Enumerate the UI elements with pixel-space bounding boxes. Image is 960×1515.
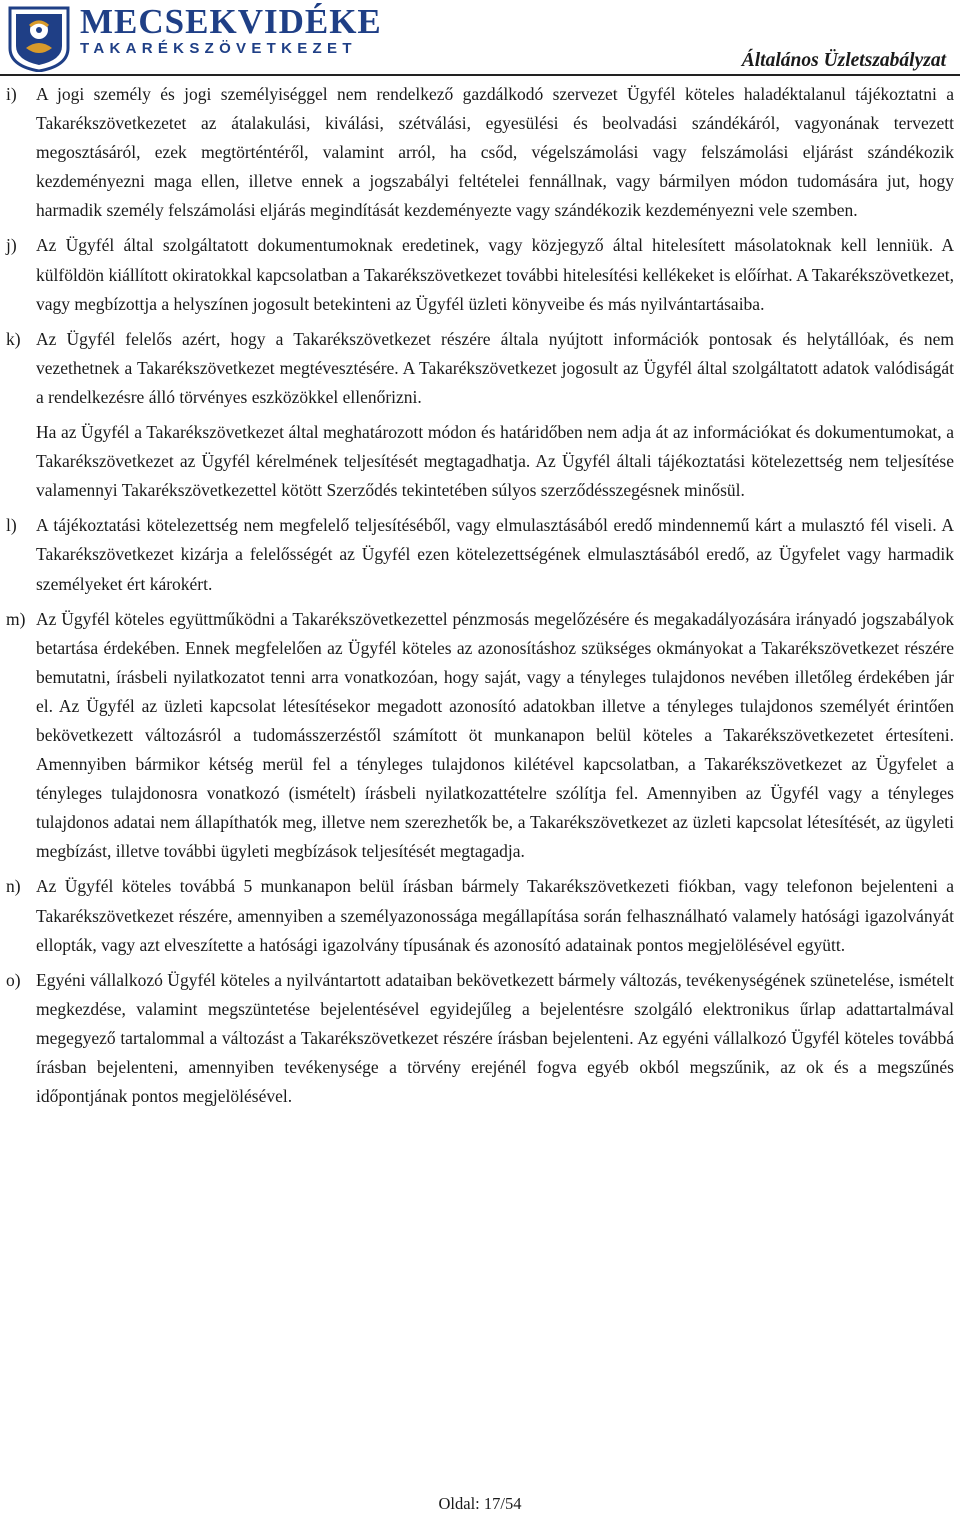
list-item: [0, 80, 960, 225]
document-title: Általános Üzletszabályzat: [741, 50, 946, 71]
item-text: A jogi személy és jogi személyiséggel nem rendelkező gazdálkodó szervezet Ügyfél köteles haladéktalanul tájékoztatni a Takarékszövetkezetet az átalakulási, kiválási, szétválási, egyesülési és beolvadási szándékáról, vagyonának tervezett megosztásáról, ezek megtörténtéről, valamint arról, ha csőd, végelszámolási vagy felszámolási eljárást szándékozik kezdeményezni maga ellen, illetve ennek a jogszabályi feltételei fennállnak, vagy bármilyen módon tudomására jut, hogy harmadik személy felszámolási eljárás megindítását kezdeményezte vagy szándékozik kezdeményezni vele szemben.: [36, 84, 954, 221]
list-item: [0, 872, 960, 959]
item-k-continuation: Ha az Ügyfél a Takarékszövetkezet által meghatározott módon és határidőben nem adja át az információkat és dokumentumokat, a Takarékszövetkezet az Ügyfél kérelmének teljesítését megtagadhatja. Az Ügyfél általi tájékoztatási kötelezettség nem teljesítése valamennyi Takarékszövetkezettel kötött Szerződés tekintetében súlyos szerződésszegésnek minősül.: [36, 422, 954, 501]
item-text: Egyéni vállalkozó Ügyfél köteles a nyilvántartott adataiban bekövetkezett bármely változás, tevékenységének szünetelése, ismételt megkezdése, valamint megszüntetése bejelentésével egyidejűleg a bejelentésre szolgáló elektronikus űrlap adattartalmával megegyező tartalommal a változást a Takarékszövetkezet részére írásban bejelenteni. Az egyéni vállalkozó Ügyfél köteles továbbá írásban bejelenteni, amennyiben tevékenysége a törvény erejénél fogva egyéb okból megszűnik, az ok és a megszűnés időpontjának pontos megjelölésével.: [36, 969, 954, 1107]
item-label: m): [6, 608, 26, 629]
item-label: j): [6, 235, 17, 256]
document-body: [0, 80, 960, 1111]
list-item: [0, 605, 960, 867]
list-item: [0, 966, 960, 1111]
list-item: [0, 231, 960, 318]
list-item: [0, 325, 960, 412]
item-label: l): [6, 515, 17, 536]
item-text: Az Ügyfél felelős azért, hogy a Takarékszövetkezet részére általa nyújtott információk pontosak és helytállóak, és nem vezethetnek a Takarékszövetkezet megtévesztésére. A Takarékszövetkezet jogosult az Ügyfél által szolgáltatott adatok valódiságát a rendelkezésre álló törvényes eszközökkel ellenőrizni.: [36, 328, 954, 407]
item-label: k): [6, 328, 21, 349]
item-label: o): [6, 969, 21, 990]
list-item: [0, 511, 960, 598]
item-label: n): [6, 876, 21, 897]
brand-name: MECSEKVIDÉKE: [80, 2, 382, 41]
page-number: Oldal: 17/54: [438, 1494, 522, 1513]
header-rule: [0, 74, 960, 76]
item-text: A tájékoztatási kötelezettség nem megfelelő teljesítéséből, vagy elmulasztásából eredő mindennemű kárt a mulasztó fél viseli. A Takarékszövetkezet kizárja a felelősségét az Ügyfél ezen kötelezettségének elmulasztásából eredő, az Ügyfelet vagy harmadik személyeket ért károkért.: [36, 515, 954, 594]
brand-subtitle: TAKARÉKSZÖVETKEZET: [80, 40, 357, 57]
item-text: Az Ügyfél köteles együttműködni a Takarékszövetkezettel pénzmosás megelőzésére és megakadályozására irányadó jogszabályok betartása érdekében. Ennek megfelelően az Ügyfél köteles az azonosításhoz szükséges okmányokat a Takarékszövetkezet részére bemutatni, írásbeli nyilatkozatot tenni arra vonatkozóan, hogy saját, vagy a tényleges tulajdonos nevében illetőleg érdekében jár el. Az Ügyfél az üzleti kapcsolat létesítésekor megadott azonosító adatokban illetve a tényleges tulajdonos személyét érintően bekövetkezett változásról a tudomásszerzéstől számított öt munkanapon belül köteles a Takarékszövetkezetet értesíteni. Amennyiben bármikor kétség merül fel a tényleges tulajdonos kilétével kapcsolatban, a Takarékszövetkezet az Ügyfelet a tényleges tulajdonosra vonatkozó (ismételt) írásbeli nyilatkozattételre szólítja fel. Amennyiben az Ügyfél vagy a tényleges tulajdonos adatai nem állapíthatók meg, illetve nem szerezhetők be, a Takarékszövetkezet az üzleti kapcsolat létesítését, az ügyleti megbízást, illetve további ügyleti megbízások teljesítését megtagadja.: [36, 608, 954, 862]
item-text: Az Ügyfél által szolgáltatott dokumentumoknak eredetinek, vagy közjegyző által hitelesített másolatoknak kell lenniük. A külföldön kiállított okiratokkal kapcsolatban a Takarékszövetkezet további hitelesítési kellékeket is előírhat. A Takarékszövetkezet, vagy megbízottja a helyszínen jogosult betekinteni az Ügyfél üzleti könyveibe és más nyilvántartásaiba.: [36, 235, 954, 314]
item-text: Az Ügyfél köteles továbbá 5 munkanapon belül írásban bármely Takarékszövetkezeti fiókban, vagy telefonon bejelenteni a Takarékszövetkezet részére, amennyiben a személyazonossága megállapítása során felhasználható valamely hatósági igazolványát ellopták, vagy azt elveszítette a hatósági igazolvány típusának és azonosító adatainak pontos megjelölésével együtt.: [36, 876, 954, 955]
item-label: i): [6, 84, 17, 104]
page-header: [0, 0, 960, 78]
mecsekvideke-logo-icon: [6, 4, 72, 72]
